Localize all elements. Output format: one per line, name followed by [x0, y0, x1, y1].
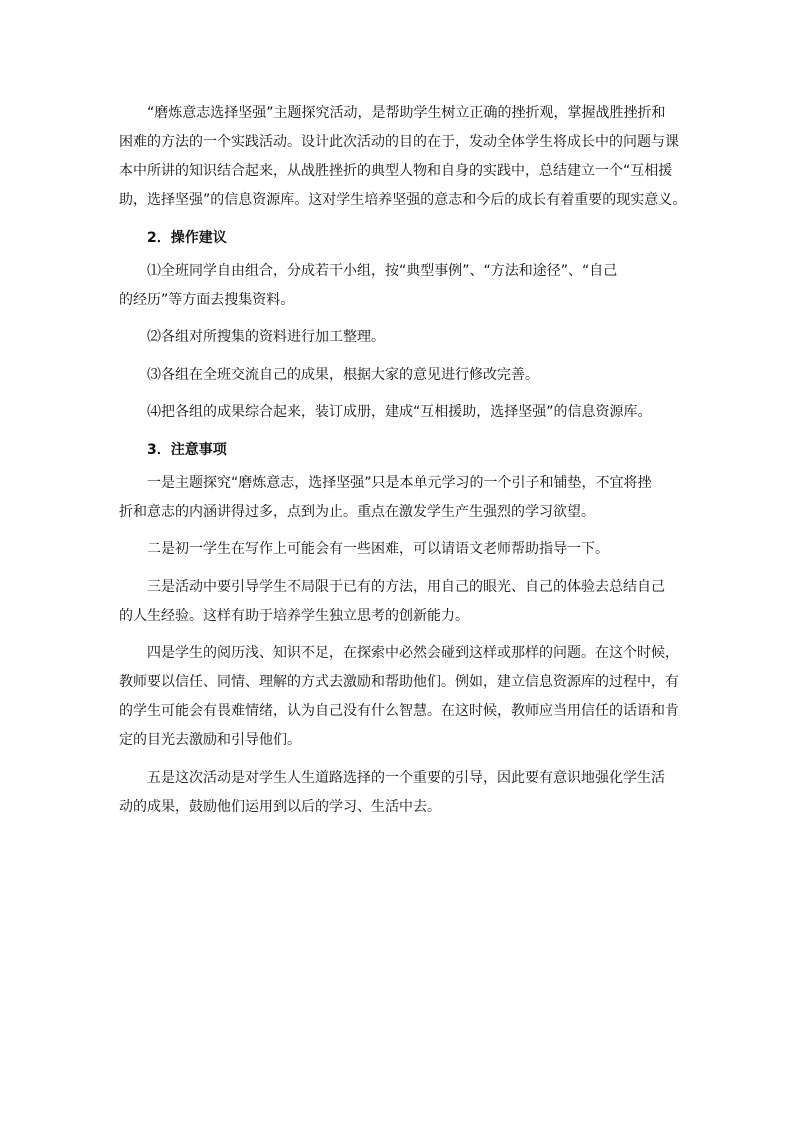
intro-line-3: 本中所讲的知识结合起来，从战胜挫折的典型人物和自身的实践中，总结建立一个“互相援	[119, 163, 673, 179]
notes-item-2-line-1: 二是初一学生在写作上可能会有一些困难，可以请语文老师帮助指导一下。	[147, 541, 609, 557]
operation-item-4	[119, 398, 678, 427]
intro-line-2: 困难的方法的一个实践活动。设计此次活动的目的在于，发动全体学生将成长中的问题与课	[119, 134, 679, 150]
section-heading-operation: 2．操作建议	[147, 229, 227, 246]
notes-item-4-line-3: 的学生可能会有畏难情绪，认为自己没有什么智慧。在这时候，教师应当用信任的话语和肯	[119, 703, 679, 719]
operation-item-1-line-2: 的经历”等方面去搜集资料。	[119, 291, 295, 308]
operation-item-2-line-1: ⑵各组对所搜集的资料进行加工整理。	[147, 329, 385, 345]
notes-item-5-line-1: 五是这次活动是对学生人生道路选择的一个重要的引导，因此要有意识地强化学生活	[147, 769, 665, 786]
notes-item-4	[119, 639, 678, 755]
intro-line-1: “磨炼意志选择坚强”主题探究活动，是帮助学生树立正确的挫折观，掌握战胜挫折和	[147, 105, 666, 121]
operation-item-3-line-1: ⑶各组在全班交流自己的成果，根据大家的意见进行修改完善。	[147, 366, 539, 383]
intro-paragraph	[119, 99, 687, 215]
notes-item-3-line-2: 的人生经验。这样有助于培养学生独立思考的创新能力。	[119, 607, 469, 624]
notes-item-4-line-2: 教师要以信任、同情、理解的方式去激励和帮助他们。例如，建立信息资源库的过程中，有	[119, 674, 679, 690]
notes-item-1-line-2: 折和意志的内涵讲得过多，点到为止。重点在激发学生产生强烈的学习欲望。	[119, 503, 595, 520]
section-heading-notes: 3．注意事项	[147, 441, 227, 458]
operation-item-1-line-1: ⑴全班同学自由组合，分成若干小组，按“典型事例”、“方法和途径”、“自己	[147, 262, 618, 279]
notes-item-4-line-1: 四是学生的阅历浅、知识不足，在探索中必然会碰到这样或那样的问题。在这个时候，	[147, 645, 679, 661]
operation-item-1	[119, 257, 678, 315]
notes-item-3	[119, 573, 678, 631]
notes-item-5-line-2: 动的成果，鼓励他们运用到以后的学习、生活中去。	[119, 798, 441, 815]
notes-item-5	[119, 764, 678, 822]
intro-line-4: 助，选择坚强”的信息资源库。这对学生培养坚强的意志和今后的成长有着重要的现实意义。	[119, 192, 687, 208]
notes-item-1-line-1: 一是主题探究“磨炼意志，选择坚强”只是本单元学习的一个引子和铺垫，不宜将挫	[147, 474, 652, 491]
notes-item-1	[119, 469, 678, 527]
operation-item-4-line-1: ⑷把各组的成果综合起来，装订成册，建成“互相援助，选择坚强”的信息资源库。	[147, 404, 652, 420]
notes-item-2	[119, 535, 678, 564]
notes-item-3-line-1: 三是活动中要引导学生不局限于已有的方法，用自己的眼光、自己的体验去总结自己	[147, 578, 665, 595]
notes-item-4-line-4: 定的目光去激励和引导他们。	[119, 732, 301, 748]
operation-item-3	[119, 361, 678, 390]
operation-item-2	[119, 323, 678, 352]
document-body	[119, 99, 687, 830]
